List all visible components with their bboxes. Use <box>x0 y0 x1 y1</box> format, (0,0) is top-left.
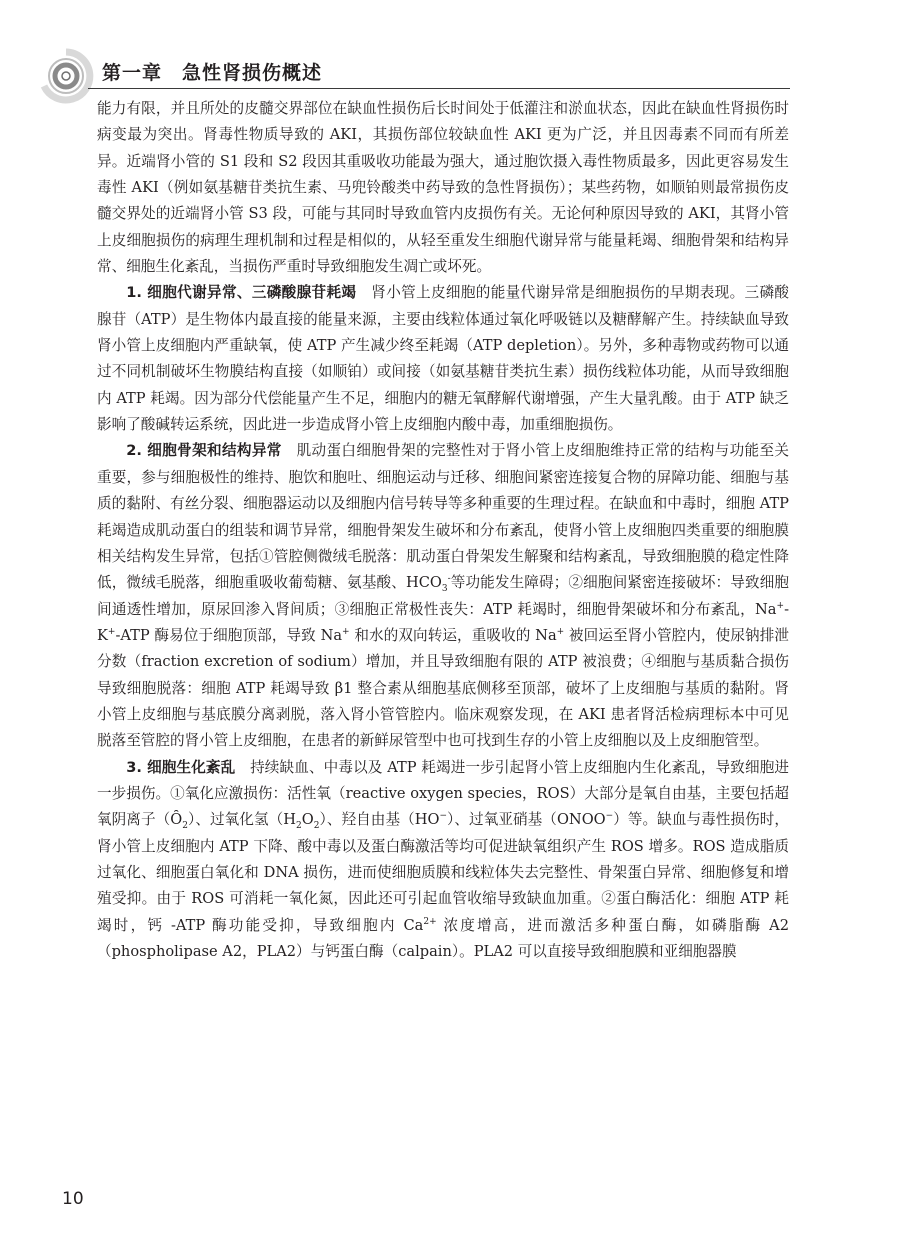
section-2-text-c: -ATP 酶易位于细胞顶部，导致 Na <box>115 626 343 644</box>
k-charge: + <box>107 627 116 638</box>
na-charge-2: + <box>342 627 350 638</box>
section-3-text-b: ）、过氧化氢（H <box>187 811 296 829</box>
hco3-subscript: 3 <box>441 584 448 595</box>
paragraph-section-3 <box>97 755 789 966</box>
section-3-text-c: O <box>301 811 314 829</box>
header-rule <box>88 88 790 89</box>
paragraph-section-1 <box>97 280 789 438</box>
section-2-heading: 2. 细胞骨架和结构异常 <box>126 442 282 460</box>
page-header <box>0 0 900 95</box>
body-text <box>97 96 789 965</box>
chapter-title: 第一章 急性肾损伤概述 <box>102 62 323 84</box>
paragraph-intro: 能力有限，并且所处的皮髓交界部位在缺血性损伤后长时间处于低灌注和淤血状态，因此在缺血性肾损伤时病变最为突出。肾毒性物质导致的 AKI，其损伤部位较缺血性 AKI 更为广泛，并且因毒素不同而有所差异。近端肾小管的 S1 段和 S2 段因其重吸收功能最为强大，通过胞饮摄入毒性物质最多，因此更容易发生毒性 AKI（例如氨基糖苷类抗生素、马兜铃酸类中药导致的急性肾损伤）；某些药物，如顺铂则最常损伤皮髓交界处的近端肾小管 S3 段，可能与其同时导致血管内皮损伤有关。无论何种原因导致的 AKI，其肾小管上皮细胞损伤的病理生理机制和过程是相似的，从轻至重发生细胞代谢异常与能量耗竭、细胞骨架和结构异常、细胞生化紊乱，当损伤严重时导致细胞发生凋亡或坏死。 <box>97 100 789 276</box>
section-2-text-e: 被回运至肾小管腔内，使尿钠排泄分数（fraction excretion of sodium）增加，并且导致细胞有限的 ATP 被浪费；④细胞与基质黏合损伤导致细胞脱落：细胞 ATP 耗竭导致 β1 整合素从细胞基底侧移至顶部，破坏了上皮细胞与基质的黏附。肾小管上皮细胞与基底膜分离剥脱，落入肾小管管腔内。临床观察发现，在 AKI 患者肾活检病理标本中可见脱落至管腔的肾小管上皮细胞，在患者的新鲜尿管型中也可找到生存的小管上皮细胞以及上皮细胞管型。 <box>97 626 789 750</box>
hco3-superscript: - <box>447 574 451 585</box>
onoo-charge: − <box>605 811 614 822</box>
o2-subscript: 2 <box>182 821 188 832</box>
section-3-text-e: ）、过氧亚硝基（ONOO <box>447 811 606 829</box>
ho-charge: − <box>439 811 447 822</box>
section-3-text-g: 浓度增高，进而激活多种蛋白酶，如磷脂酶 A2（phospholipase A2，PLA2）与钙蛋白酶（calpain）。PLA2 可以直接导致细胞膜和亚细胞器膜 <box>97 916 789 960</box>
na-charge-3: + <box>556 627 565 638</box>
section-1-heading: 1. 细胞代谢异常、三磷酸腺苷耗竭 <box>126 284 357 302</box>
o2-subscript-2: 2 <box>313 821 320 832</box>
h2-subscript: 2 <box>296 821 302 832</box>
chapter-badge-icon <box>38 48 94 104</box>
section-2-text-a: 肌动蛋白细胞骨架的完整性对于肾小管上皮细胞维持正常的结构与功能至关重要，参与细胞极性的维持、胞饮和胞吐、细胞运动与迁移、细胞间紧密连接复合物的屏障功能、细胞与基质的黏附、有丝分裂、细胞器运动以及细胞内信号转导等多种重要的生理过程。在缺血和中毒时，细胞 ATP 耗竭造成肌动蛋白的组装和调节异常，细胞骨架发生破坏和分布紊乱，使肾小管上皮细胞四类重要的细胞膜相关结构发生异常，包括①管腔侧微绒毛脱落：肌动蛋白骨架发生解聚和结构紊乱，导致细胞膜的稳定性降低，微绒毛脱落，细胞重吸收葡萄糖、氨基酸、HCO <box>97 442 789 592</box>
page-number: 10 <box>62 1189 84 1209</box>
k-label: -K <box>97 600 789 644</box>
section-2-text-d: 和水的双向转运，重吸收的 Na <box>349 626 557 644</box>
na-charge: + <box>776 600 785 611</box>
ca-charge: 2+ <box>423 916 437 927</box>
section-3-text-f: ）等。缺血与毒性损伤时，肾小管上皮细胞内 ATP 下降、酸中毒以及蛋白酶激活等均可促进缺氧组织产生 ROS 增多。ROS 造成脂质过氧化、细胞蛋白氧化和 DNA 损伤，进而使细胞质膜和线粒体失去完整性、骨架蛋白异常、细胞修复和增殖受抑。由于 ROS 可消耗一氧化氮，因此还可引起血管收缩导致缺血加重。②蛋白酶活化：细胞 ATP 耗竭时，钙 -ATP 酶功能受抑，导致细胞内 Ca <box>97 811 789 934</box>
section-2-text-b: 等功能发生障碍；②细胞间紧密连接破坏：导致细胞间通透性增加，原尿回渗入肾间质；③细胞正常极性丧失：ATP 耗竭时，细胞骨架破坏和分布紊乱，Na <box>97 574 789 618</box>
section-3-text-a: 持续缺血、中毒以及 ATP 耗竭进一步引起肾小管上皮细胞内生化紊乱，导致细胞进一步损伤。①氧化应激损伤：活性氧（reactive oxygen species，ROS）大部分是氧自由基，主要包括超氧阴离子（Ȏ <box>97 758 790 829</box>
section-1-text: 肾小管上皮细胞的能量代谢异常是细胞损伤的早期表现。三磷酸腺苷（ATP）是生物体内最直接的能量来源，主要由线粒体通过氧化呼吸链以及糖酵解产生。持续缺血导致肾小管上皮细胞内严重缺氧，使 ATP 产生减少终至耗竭（ATP depletion）。另外，多种毒物或药物可以通过不同机制破坏生物膜结构直接（如顺铂）或间接（如氨基糖苷类抗生素）损伤线粒体功能，从而导致细胞内 ATP 耗竭。因为部分代偿能量产生不足，细胞内的糖无氧酵解代谢增强，产生大量乳酸。由于 ATP 缺乏影响了酸碱转运系统，因此进一步造成肾小管上皮细胞内酸中毒，加重细胞损伤。 <box>97 284 789 434</box>
section-3-text-d: ）、羟自由基（HO <box>319 811 440 829</box>
section-3-heading: 3. 细胞生化紊乱 <box>126 758 236 776</box>
paragraph-section-2 <box>97 438 789 754</box>
